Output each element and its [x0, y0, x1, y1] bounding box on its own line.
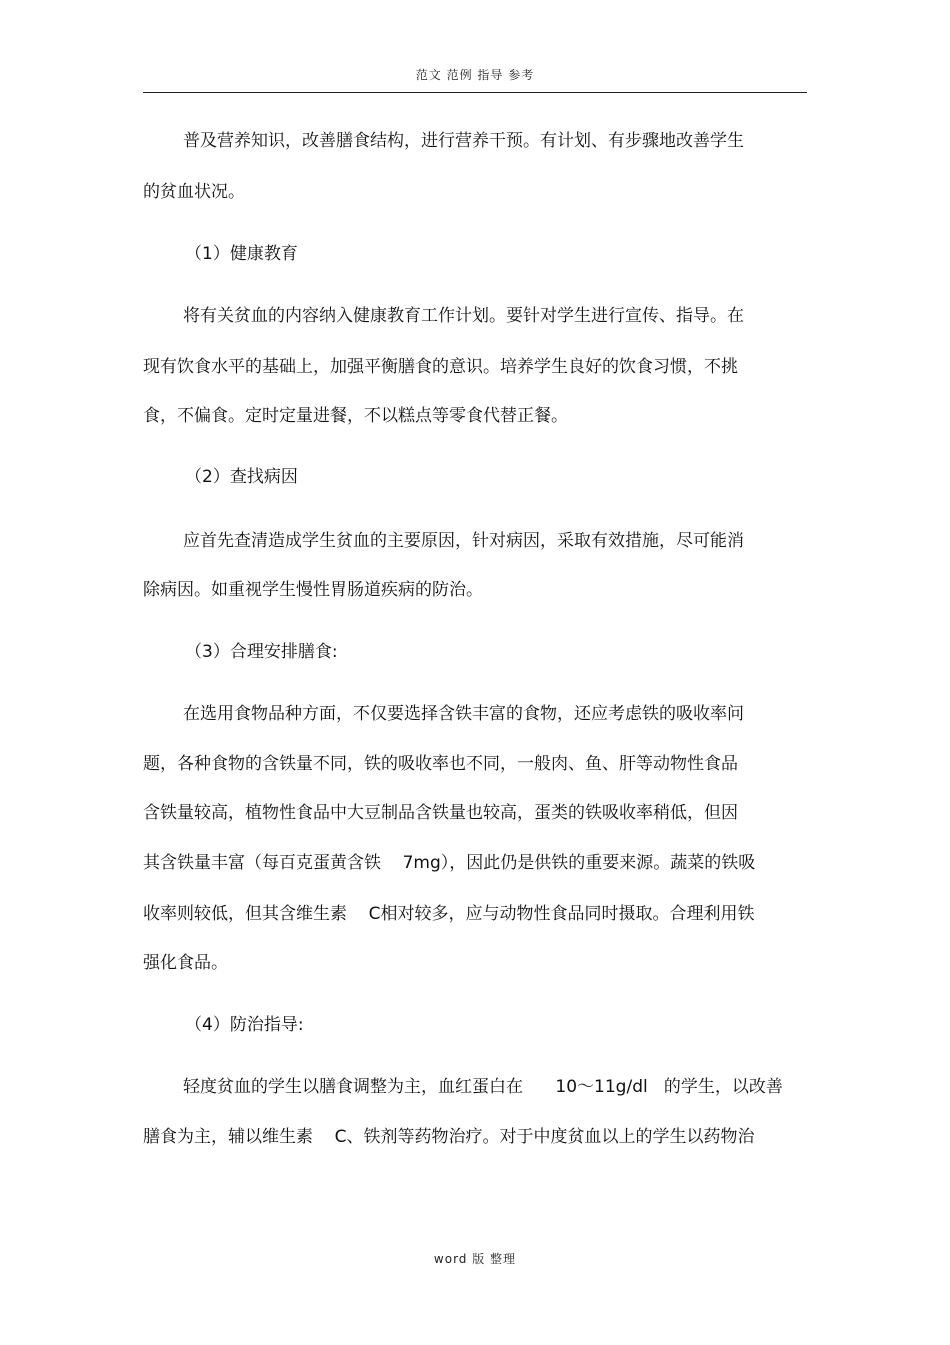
- text-line: 普及营养知识，改善膳食结构，进行营养干预。有计划、有步骤地改善学生: [183, 131, 744, 151]
- header-text: 范文 范例 指导 参考: [415, 68, 535, 82]
- text-line: 现有饮食水平的基础上，加强平衡膳食的意识。培养学生良好的饮食习惯，不挑: [143, 357, 738, 377]
- text-line: 的贫血状况。: [143, 182, 245, 202]
- section-heading: （4）防治指导:: [185, 1015, 304, 1035]
- footer-text: word 版 整理: [433, 1252, 517, 1266]
- page-header: [143, 66, 807, 93]
- page-footer: [0, 1250, 950, 1267]
- text-line: 膳食为主，辅以维生素 C、铁剂等药物治疗。对于中度贫血以上的学生以药物治: [143, 1127, 755, 1147]
- section-heading: （3）合理安排膳食:: [185, 642, 338, 662]
- text-line: 将有关贫血的内容纳入健康教育工作计划。要针对学生进行宣传、指导。在: [183, 306, 744, 326]
- text-line: 轻度贫血的学生以膳食调整为主，血红蛋白在 10～11g/dl 的学生，以改善: [183, 1077, 783, 1097]
- text-line: 含铁量较高，植物性食品中大豆制品含铁量也较高，蛋类的铁吸收率稍低，但因: [143, 803, 738, 823]
- text-line: 应首先查清造成学生贫血的主要原因，针对病因，采取有效措施，尽可能消: [183, 531, 744, 551]
- text-line: 除病因。如重视学生慢性胃肠道疾病的防治。: [143, 580, 483, 600]
- text-line: 题，各种食物的含铁量不同，铁的吸收率也不同，一般肉、鱼、肝等动物性食品: [143, 754, 738, 774]
- text-line: 收率则较低，但其含维生素 C相对较多，应与动物性食品同时摄取。合理利用铁: [143, 904, 755, 924]
- section-heading: （2）查找病因: [185, 467, 298, 487]
- section-heading: （1）健康教育: [185, 244, 298, 264]
- text-line: 在选用食物品种方面，不仅要选择含铁丰富的食物，还应考虑铁的吸收率问: [183, 704, 744, 724]
- text-line: 食，不偏食。定时定量进餐，不以糕点等零食代替正餐。: [143, 406, 568, 426]
- text-line: 其含铁量丰富（每百克蛋黄含铁 7mg），因此仍是供铁的重要来源。蔬菜的铁吸: [143, 853, 756, 873]
- text-line: 强化食品。: [143, 953, 228, 973]
